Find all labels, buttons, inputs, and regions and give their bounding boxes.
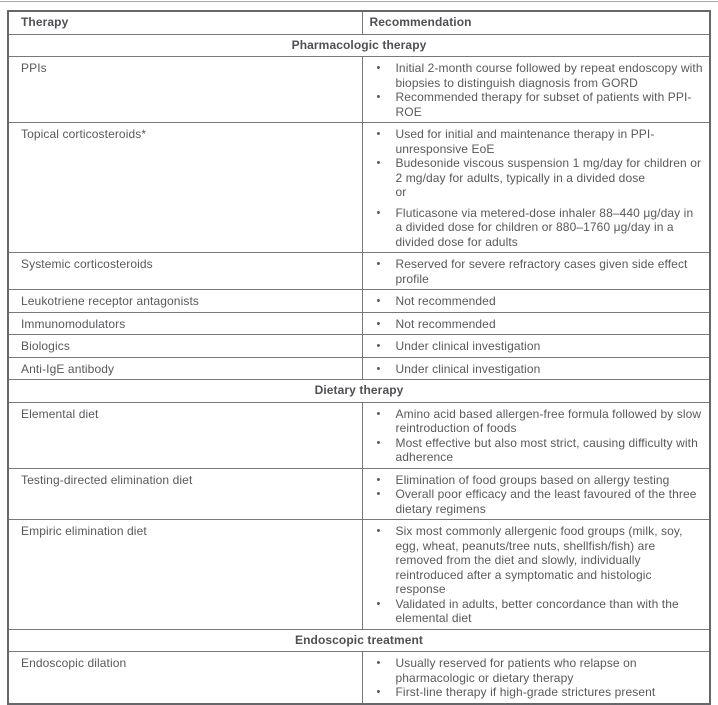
column-header-therapy: Therapy xyxy=(8,11,362,34)
recommendation-bullet: • Budesonide viscous suspension 1 mg/day for children or 2 mg/day for adults, typically in a divided dose xyxy=(363,156,704,185)
recommendation-list xyxy=(363,362,704,377)
therapy-recommendation-table xyxy=(7,10,711,705)
table-row-ppis xyxy=(8,57,710,123)
recommendation-bullet: • Six most commonly allergenic food groups (milk, soy, egg, wheat, peanuts/tree nuts, shellfish/fish) are removed from the diet and slowly, individually reintroduced after a symptomatic and histologic response xyxy=(363,524,704,597)
page-top-rule xyxy=(0,1,718,2)
table-row-empiric-diet xyxy=(8,520,710,630)
recommendation-cell xyxy=(362,520,710,630)
table-row-leukotriene xyxy=(8,290,710,313)
recommendation-cell xyxy=(362,468,710,520)
recommendation-list xyxy=(363,339,704,354)
table-row-testing-directed-diet xyxy=(8,468,710,520)
section-row-endoscopic xyxy=(8,629,710,652)
recommendation-bullet: • Initial 2-month course followed by repeat endoscopy with biopsies to distinguish diagnosis from GORD xyxy=(363,61,704,90)
table-row-topical-corticosteroids xyxy=(8,123,710,253)
recommendation-cell xyxy=(362,123,710,253)
recommendation-list xyxy=(363,127,704,249)
recommendation-bullet: • Elimination of food groups based on allergy testing xyxy=(363,473,704,488)
recommendation-cell xyxy=(362,312,710,335)
column-header-recommendation: Recommendation xyxy=(362,11,710,34)
therapy-cell: Biologics xyxy=(8,335,362,358)
recommendation-bullet: • Reserved for severe refractory cases given side effect profile xyxy=(363,257,704,286)
therapy-cell: Systemic corticosteroids xyxy=(8,253,362,290)
section-label: Dietary therapy xyxy=(8,380,710,403)
therapy-cell: Empiric elimination diet xyxy=(8,520,362,630)
recommendation-bullet: • Not recommended xyxy=(363,317,704,332)
recommendation-list xyxy=(363,473,704,517)
therapy-cell: Endoscopic dilation xyxy=(8,652,362,704)
therapy-cell: Elemental diet xyxy=(8,402,362,468)
therapy-cell: PPIs xyxy=(8,57,362,123)
recommendation-bullet: • Validated in adults, better concordance than with the elemental diet xyxy=(363,597,704,626)
recommendation-cell xyxy=(362,357,710,380)
section-label: Pharmacologic therapy xyxy=(8,34,710,57)
table-row-elemental-diet xyxy=(8,402,710,468)
recommendation-bullet: • Not recommended xyxy=(363,294,704,309)
recommendation-bullet: • Under clinical investigation xyxy=(363,362,704,377)
recommendation-cell xyxy=(362,253,710,290)
therapy-cell: Leukotriene receptor antagonists xyxy=(8,290,362,313)
therapy-cell: Testing-directed elimination diet xyxy=(8,468,362,520)
table-row-systemic-corticosteroids xyxy=(8,253,710,290)
therapy-table-container xyxy=(7,10,709,705)
recommendation-cell xyxy=(362,57,710,123)
section-row-dietary xyxy=(8,380,710,403)
table-header-row xyxy=(8,11,710,34)
table-row-anti-ige xyxy=(8,357,710,380)
recommendation-bullet: • Used for initial and maintenance therapy in PPI-unresponsive EoE xyxy=(363,127,704,156)
recommendation-list xyxy=(363,294,704,309)
recommendation-list xyxy=(363,407,704,465)
recommendation-or-line: or xyxy=(395,185,407,199)
therapy-cell: Topical corticosteroids* xyxy=(8,123,362,253)
recommendation-bullet: • Fluticasone via metered-dose inhaler 88–440 μg/day in a divided dose for children or 880–1760 μg/day in a divided dose for adults xyxy=(363,206,704,250)
table-row-endoscopic-dilation xyxy=(8,652,710,704)
recommendation-bullet: • Most effective but also most strict, causing difficulty with adherence xyxy=(363,436,704,465)
table-row-immunomodulators xyxy=(8,312,710,335)
section-row-pharmacologic xyxy=(8,34,710,57)
recommendation-bullet: • First-line therapy if high-grade strictures present xyxy=(363,685,704,700)
therapy-cell: Immunomodulators xyxy=(8,312,362,335)
therapy-cell: Anti-IgE antibody xyxy=(8,357,362,380)
section-label: Endoscopic treatment xyxy=(8,629,710,652)
recommendation-cell xyxy=(362,290,710,313)
recommendation-list xyxy=(363,524,704,626)
recommendation-bullet: • Overall poor efficacy and the least favoured of the three dietary regimens xyxy=(363,487,704,516)
recommendation-bullet: • Recommended therapy for subset of patients with PPI-ROE xyxy=(363,90,704,119)
recommendation-cell xyxy=(362,335,710,358)
recommendation-list xyxy=(363,61,704,119)
recommendation-bullet: • Usually reserved for patients who relapse on pharmacologic or dietary therapy xyxy=(363,656,704,685)
recommendation-cell xyxy=(362,652,710,704)
recommendation-bullet: • Amino acid based allergen-free formula followed by slow reintroduction of foods xyxy=(363,407,704,436)
recommendation-list xyxy=(363,257,704,286)
table-row-biologics xyxy=(8,335,710,358)
recommendation-cell xyxy=(362,402,710,468)
recommendation-list xyxy=(363,317,704,332)
recommendation-bullet: • Under clinical investigation xyxy=(363,339,704,354)
